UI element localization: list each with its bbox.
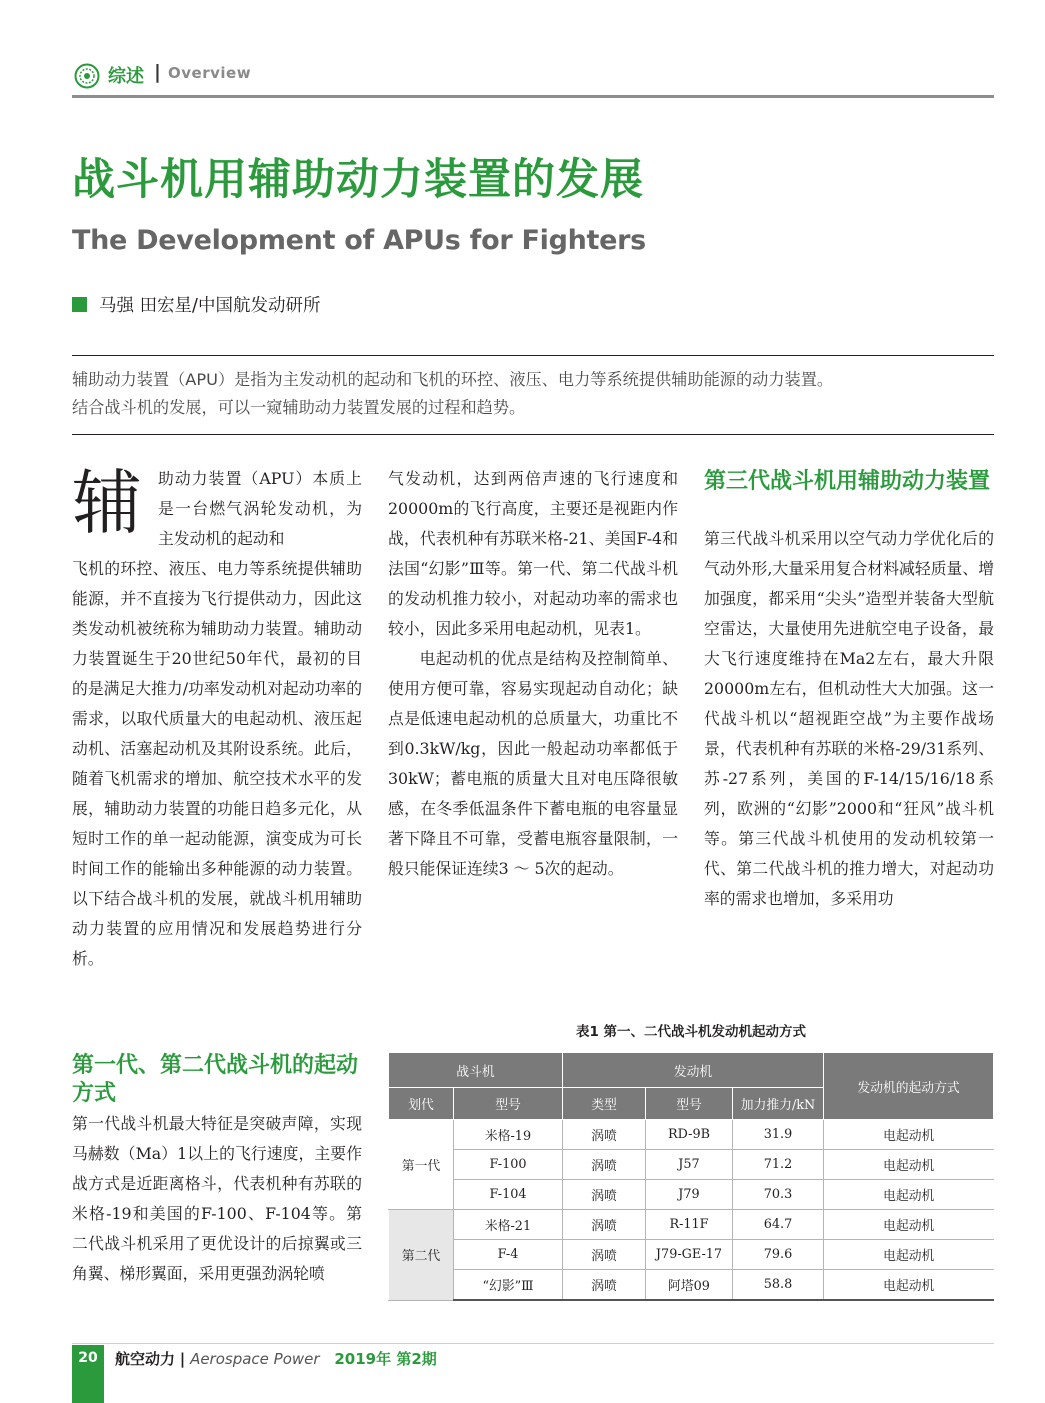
header-engine: 发动机 bbox=[563, 1053, 824, 1088]
abstract-line: 结合战斗机的发展，可以一窥辅助动力装置发展的过程和趋势。 bbox=[72, 398, 526, 417]
engine-model-cell: J57 bbox=[646, 1150, 733, 1180]
section-separator: | bbox=[154, 61, 161, 83]
engine-type-cell: 涡喷 bbox=[563, 1240, 646, 1270]
intro-paragraph-start: 助动力装置（APU）本质上是一台燃气涡轮发动机，为主发动机的起动和 bbox=[158, 469, 362, 548]
engine-type-cell: 涡喷 bbox=[563, 1150, 646, 1180]
start-method-cell: 电起动机 bbox=[824, 1210, 994, 1240]
engine-type-cell: 涡喷 bbox=[563, 1210, 646, 1240]
abstract-top-divider bbox=[72, 355, 994, 356]
aircraft-model-cell: “幻影”Ⅲ bbox=[454, 1270, 563, 1301]
engine-model-cell: J79 bbox=[646, 1180, 733, 1210]
generation-cell: 第二代 bbox=[389, 1210, 454, 1301]
engine-type-cell: 涡喷 bbox=[563, 1270, 646, 1301]
aircraft-model-cell: F-104 bbox=[454, 1180, 563, 1210]
electric-starter-paragraph: 电起动机的优点是结构及控制简单、使用方便可靠，容易实现起动自动化；缺点是低速电起动机的总质量大，功重比不到0.3kW/kg，因此一般起动功率都低于30kW；蓄电瓶的质量大且对电压降很敏感，在冬季低温条件下蓄电瓶的电容量显著下降且不可靠，受蓄电瓶容量限制，一般只能保证连续3 ～ 5次的起动。 bbox=[388, 649, 678, 878]
page-number: 20 bbox=[78, 1350, 98, 1366]
aircraft-model-cell: 米格-19 bbox=[454, 1120, 563, 1150]
table-caption: 表1 第一、二代战斗机发动机起动方式 bbox=[575, 1024, 807, 1040]
section-header bbox=[72, 60, 994, 96]
thrust-cell: 64.7 bbox=[733, 1210, 824, 1240]
aircraft-model-cell: F-100 bbox=[454, 1150, 563, 1180]
header-start-method: 发动机的起动方式 bbox=[824, 1053, 994, 1120]
table-row bbox=[389, 1180, 994, 1210]
engine-model-cell: J79-GE-17 bbox=[646, 1240, 733, 1270]
thrust-cell: 58.8 bbox=[733, 1270, 824, 1301]
journal-logo-icon bbox=[74, 63, 100, 89]
start-method-cell: 电起动机 bbox=[824, 1270, 994, 1301]
section-label-cn: 综述 bbox=[108, 66, 144, 87]
journal-name-en: Aerospace Power bbox=[190, 1350, 320, 1368]
column-2-text bbox=[388, 464, 678, 884]
engine-model-cell: RD-9B bbox=[646, 1120, 733, 1150]
table-row bbox=[389, 1210, 994, 1240]
table-row bbox=[389, 1270, 994, 1301]
section-heading-gen3: 第三代战斗机用辅助动力装置 bbox=[704, 469, 991, 494]
journal-name-cn: 航空动力 bbox=[115, 1350, 176, 1368]
start-method-cell: 电起动机 bbox=[824, 1240, 994, 1270]
gen12-paragraph-continued: 气发动机，达到两倍声速的飞行速度和20000m的飞行高度，主要还是视距内作战，代表机种有苏联米格-21、美国F-4和法国“幻影”Ⅲ等。第一代、第二代战斗机的发动机推力较小，对起动功率的需求也较小，因此多采用电起动机，见表1。 bbox=[388, 469, 678, 638]
engine-model-cell: 阿塔09 bbox=[646, 1270, 733, 1301]
thrust-cell: 31.9 bbox=[733, 1120, 824, 1150]
gen12-paragraph: 第一代战斗机最大特征是突破声障，实现马赫数（Ma）1以上的飞行速度，主要作战方式是近距离格斗，代表机种有苏联的米格-19和美国的F-100、F-104等。第二代战斗机采用了更优设计的后掠翼或三角翼、梯形翼面，采用更强劲涡轮喷 bbox=[72, 1114, 362, 1283]
thrust-cell: 71.2 bbox=[733, 1150, 824, 1180]
intro-paragraph-rest: 飞机的环控、液压、电力等系统提供辅助能源，并不直接为飞行提供动力，因此这类发动机被统称为辅助动力装置。辅助动力装置诞生于20世纪50年代，最初的目的是满足大推力/功率发动机对起动功率的需求，以取代质量大的电起动机、液压起动机、活塞起动机及其附设系统。此后，随着飞机需求的增加、航空技术水平的发展，辅助动力装置的功能日趋多元化，从短时工作的单一起动能源，演变成为可长时间工作的能输出多种能源的动力装置。以下结合战斗机的发展，就战斗机用辅助动力装置的应用情况和发展趋势进行分析。 bbox=[72, 559, 362, 968]
engine-type-cell: 涡喷 bbox=[563, 1180, 646, 1210]
engine-model-cell: R-11F bbox=[646, 1210, 733, 1240]
table-row bbox=[389, 1240, 994, 1270]
article-title-en: The Development of APUs for Fighters bbox=[72, 225, 646, 256]
start-method-cell: 电起动机 bbox=[824, 1180, 994, 1210]
abstract-bottom-divider bbox=[72, 434, 994, 435]
section-label-en: Overview bbox=[168, 64, 252, 82]
aircraft-model-cell: F-4 bbox=[454, 1240, 563, 1270]
abstract-line: 辅助动力装置（APU）是指为主发动机的起动和飞机的环控、液压、电力等系统提供辅助能源的动力装置。 bbox=[72, 370, 834, 389]
footer-divider bbox=[72, 1343, 994, 1344]
journal-separator: | bbox=[179, 1350, 186, 1368]
table-row bbox=[389, 1150, 994, 1180]
journal-footer bbox=[115, 1348, 437, 1369]
article-title-cn: 战斗机用辅助动力装置的发展 bbox=[72, 155, 644, 205]
generation-cell: 第一代 bbox=[389, 1120, 454, 1210]
journal-issue: 2019年 第2期 bbox=[334, 1350, 437, 1368]
drop-cap: 辅 bbox=[72, 462, 142, 544]
author-marker bbox=[72, 297, 87, 312]
table-row bbox=[389, 1120, 994, 1150]
header-engine-model: 型号 bbox=[646, 1088, 733, 1120]
header-generation: 划代 bbox=[389, 1088, 454, 1120]
thrust-cell: 79.6 bbox=[733, 1240, 824, 1270]
gen3-paragraph: 第三代战斗机采用以空气动力学优化后的气动外形,大量采用复合材料减轻质量、增加强度，都采用“尖头”造型并装备大型航空雷达，大量使用先进航空电子设备，最大飞行速度维持在Ma2左右，最大升限20000m左右，但机动性大大加强。这一代战斗机以“超视距空战”为主要作战场景，代表机种有苏联的米格-29/31系列、苏-27系列，美国的F-14/15/16/18系列，欧洲的“幻影”2000和“狂风”战斗机等。第三代战斗机使用的发动机较第一代、第二代战斗机的推力增大，对起动功率的需求也增加，多采用功 bbox=[704, 529, 994, 908]
start-method-cell: 电起动机 bbox=[824, 1150, 994, 1180]
start-method-cell: 电起动机 bbox=[824, 1120, 994, 1150]
header-divider bbox=[72, 95, 994, 98]
section-heading-gen12: 第一代、第二代战斗机的起动方式 bbox=[72, 1053, 359, 1106]
aircraft-model-cell: 米格-21 bbox=[454, 1210, 563, 1240]
engine-type-cell: 涡喷 bbox=[563, 1120, 646, 1150]
header-thrust: 加力推力/kN bbox=[733, 1088, 824, 1120]
abstract bbox=[72, 366, 994, 422]
author-line: 马强 田宏星/中国航发动研所 bbox=[99, 296, 321, 316]
header-engine-type: 类型 bbox=[563, 1088, 646, 1120]
starting-methods-table bbox=[388, 1052, 994, 1301]
header-fighter: 战斗机 bbox=[389, 1053, 563, 1088]
thrust-cell: 70.3 bbox=[733, 1180, 824, 1210]
header-aircraft-model: 型号 bbox=[454, 1088, 563, 1120]
